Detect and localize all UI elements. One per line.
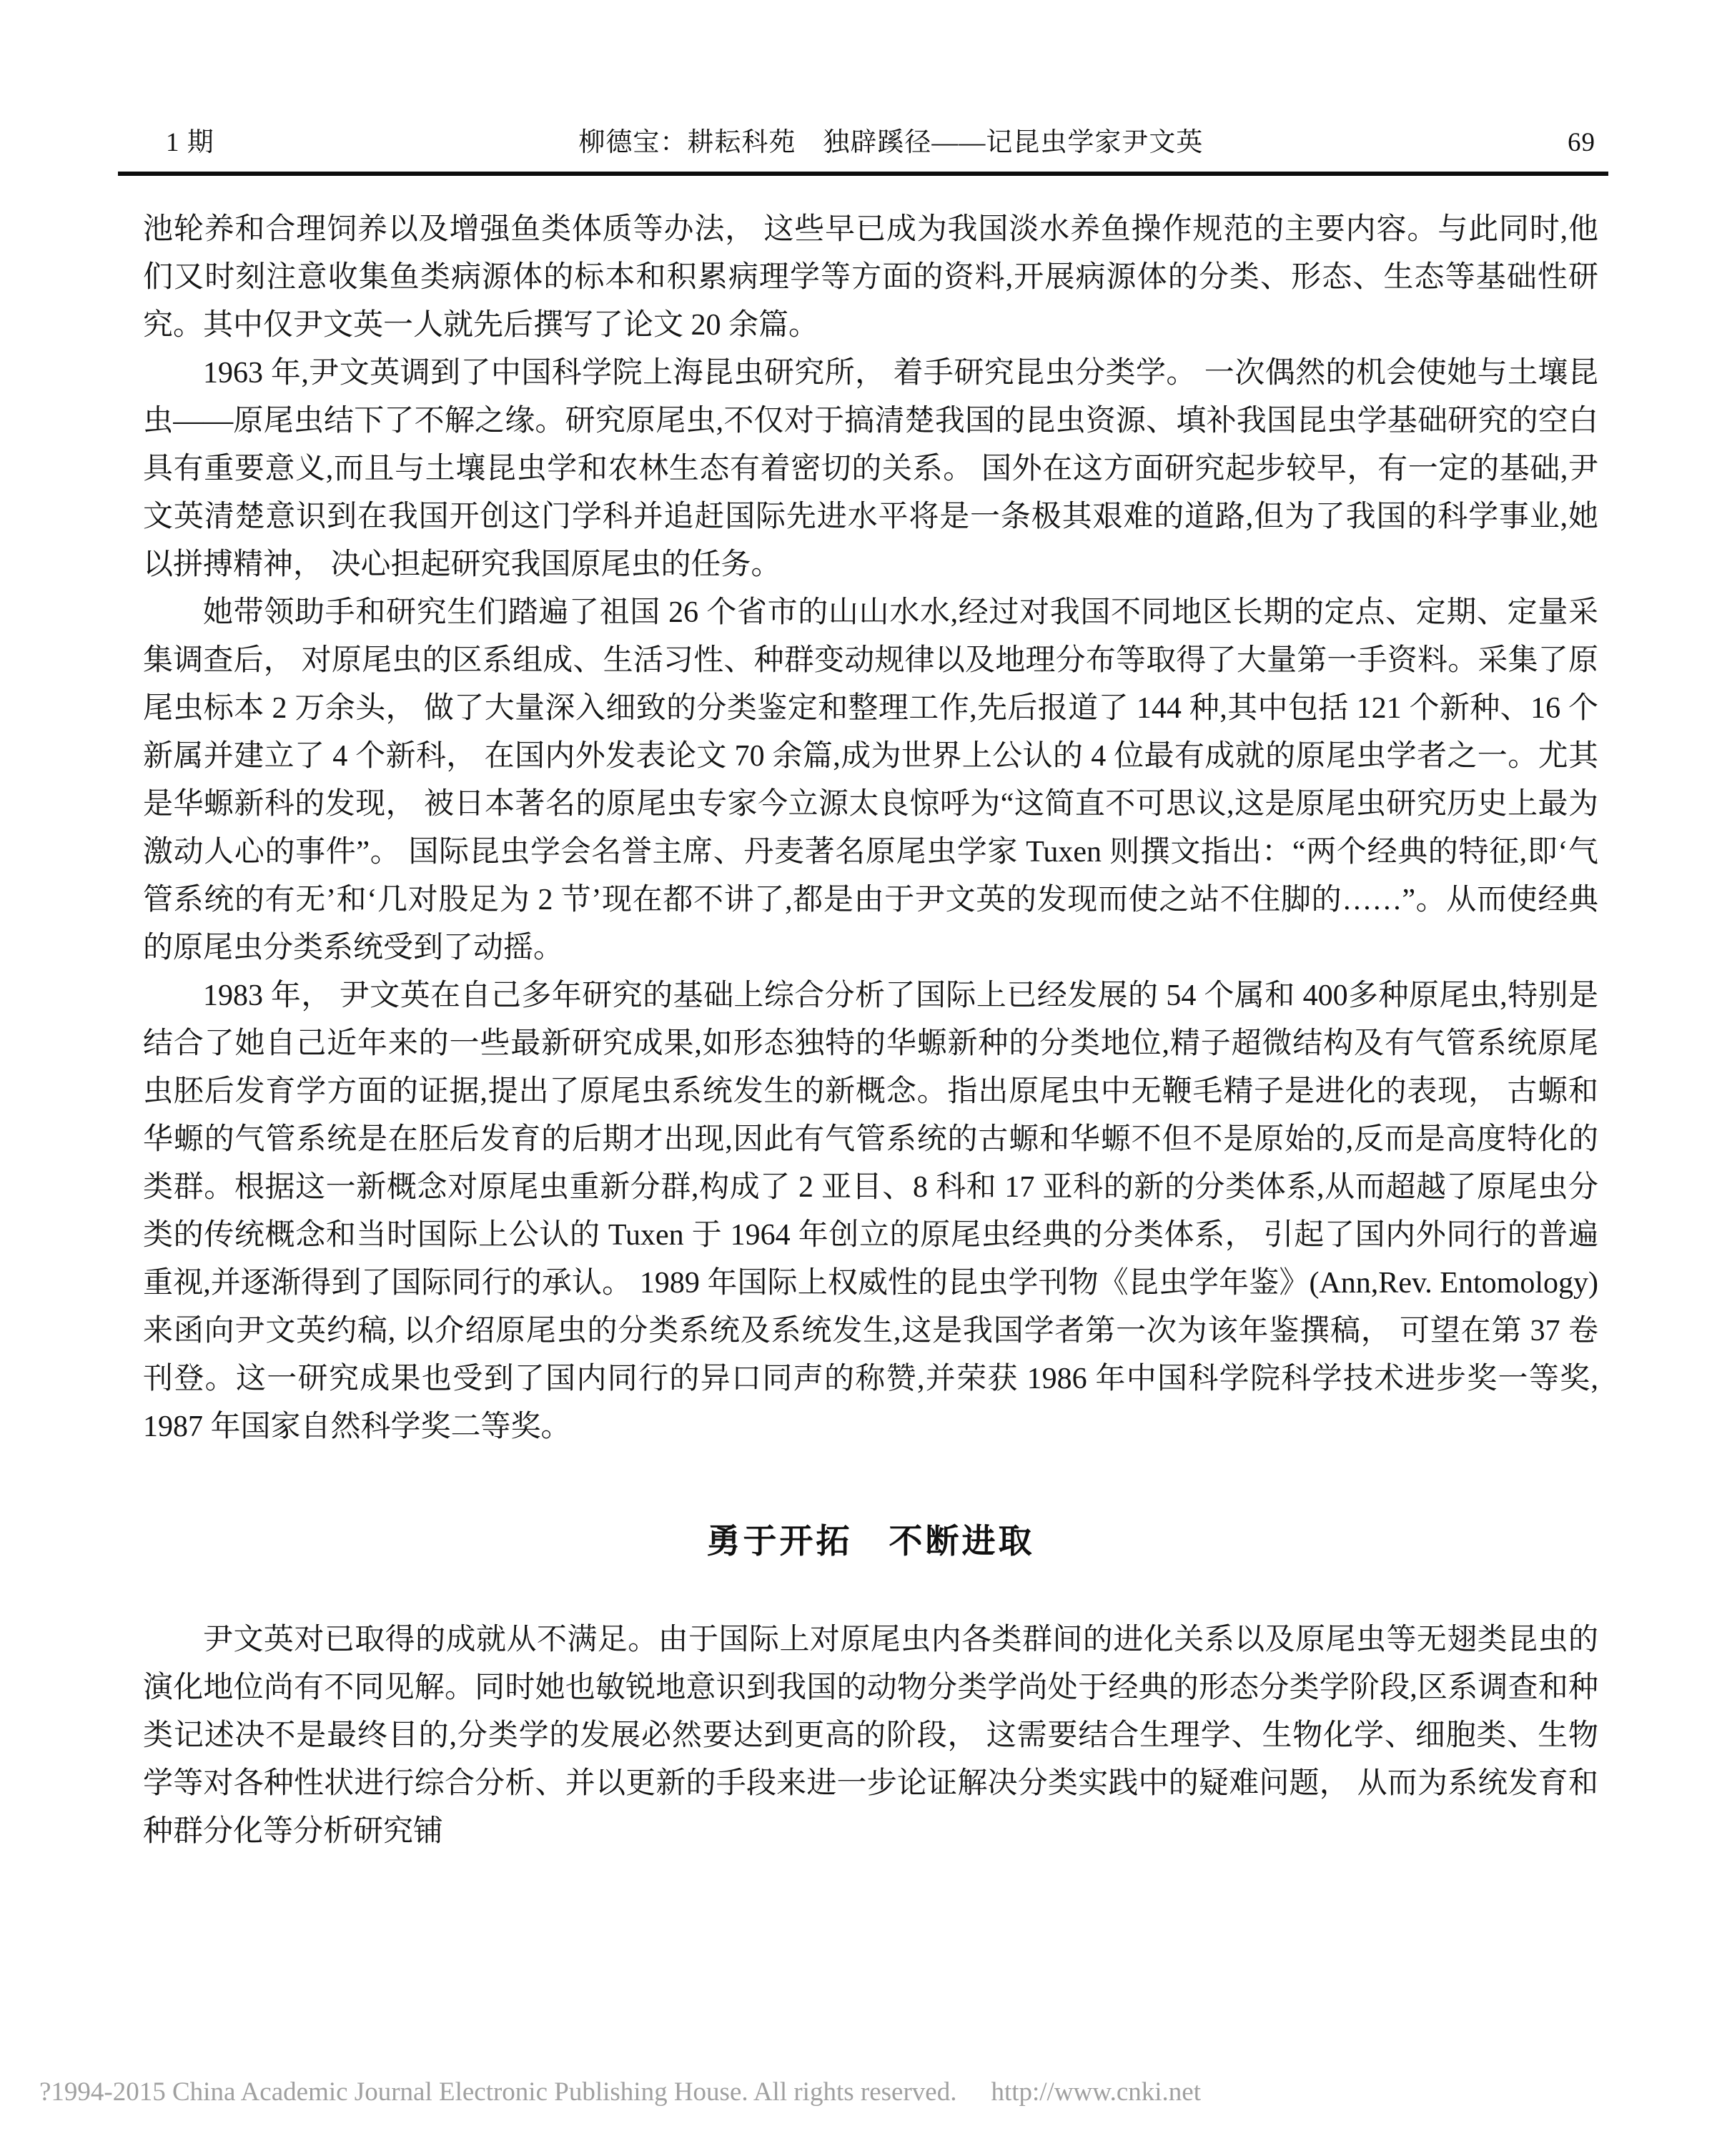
body-paragraph: 池轮养和合理饲养以及增强鱼类体质等办法， 这些早已成为我国淡水养鱼操作规范的主要内容。与此同时,他们又时刻注意收集鱼类病源体的标本和积累病理学等方面的资料,开展病源体的分类、形态、生态等基础性研究。其中仅尹文英一人就先后撰写了论文 20 余篇。 (143, 213, 1598, 342)
issue-label: 1 期 (166, 128, 214, 157)
article-body (143, 206, 1598, 1856)
body-paragraph: 她带领助手和研究生们踏遍了祖国 26 个省市的山山水水,经过对我国不同地区长期的定点、定期、定量采集调查后， 对原尾虫的区系组成、生活习性、种群变动规律以及地理分布等取得了大量第一手资料。采集了原尾虫标本 2 万余头， 做了大量深入细致的分类鉴定和整理工作,先后报道了 144 种,其中包括 121 个新种、16 个新属并建立了 4 个新科， 在国内外发表论文 70 余篇,成为世界上公认的 4 位最有成就的原尾虫学者之一。尤其是华螈新科的发现， 被日本著名的原尾虫专家今立源太良惊呼为“这简直不可思议,这是原尾虫研究历史上最为激动人心的事件”。 国际昆虫学会名誉主席、丹麦著名原尾虫学家 Tuxen 则撰文指出：“两个经典的特征,即‘气管系统的有无’和‘几对股足为 2 节’现在都不讲了,都是由于尹文英的发现而使之站不住脚的……”。从而使经典的原尾虫分类系统受到了动摇。 (143, 596, 1598, 964)
section-heading: 勇于开拓 不断进取 (706, 1522, 1035, 1560)
cnki-url: http://www.cnki.net (991, 2077, 1201, 2107)
copyright-notice: ?1994-2015 China Academic Journal Electronic Publishing House. All rights reserved. (39, 2077, 957, 2107)
page-number: 69 (1568, 128, 1595, 157)
page-header (166, 120, 1595, 159)
body-paragraph: 1963 年,尹文英调到了中国科学院上海昆虫研究所， 着手研究昆虫分类学。 一次偶然的机会使她与土壤昆虫——原尾虫结下了不解之缘。研究原尾虫,不仅对于搞清楚我国的昆虫资源、填补我国昆虫学基础研究的空白具有重要意义,而且与土壤昆虫学和农林生态有着密切的关系。 国外在这方面研究起步较早，有一定的基础,尹文英清楚意识到在我国开创这门学科并追赶国际先进水平将是一条极其艰难的道路,但为了我国的科学事业,她以拼搏精神， 决心担起研究我国原尾虫的任务。 (143, 357, 1598, 581)
running-title: 柳德宝：耕耘科苑 独辟蹊径——记昆虫学家尹文英 (578, 128, 1204, 157)
page-footer (39, 2077, 1698, 2107)
body-paragraph: 1983 年， 尹文英在自己多年研究的基础上综合分析了国际上已经发展的 54 个属和 400多种原尾虫,特别是结合了她自己近年来的一些最新研究成果,如形态独特的华螈新种的分类地位,精子超微结构及有气管系统原尾虫胚后发育学方面的证据,提出了原尾虫系统发生的新概念。指出原尾虫中无鞭毛精子是进化的表现， 古螈和华螈的气管系统是在胚后发育的后期才出现,因此有气管系统的古螈和华螈不但不是原始的,反而是高度特化的类群。根据这一新概念对原尾虫重新分群,构成了 2 亚目、8 科和 17 亚科的新的分类体系,从而超越了原尾虫分类的传统概念和当时国际上公认的 Tuxen 于 1964 年创立的原尾虫经典的分类体系， 引起了国内外同行的普遍重视,并逐渐得到了国际同行的承认。 1989 年国际上权威性的昆虫学刊物《昆虫学年鉴》(Ann,Rev. Entomology) 来函向尹文英约稿, 以介绍原尾虫的分类系统及系统发生,这是我国学者第一次为该年鉴撰稿， 可望在第 37 卷刊登。这一研究成果也受到了国内同行的异口同声的称赞,并荣获 1986 年中国科学院科学技术进步奖一等奖, 1987 年国家自然科学奖二等奖。 (143, 979, 1598, 1443)
body-paragraph: 尹文英对已取得的成就从不满足。由于国际上对原尾虫内各类群间的进化关系以及原尾虫等无翅类昆虫的演化地位尚有不同见解。同时她也敏锐地意识到我国的动物分类学尚处于经典的形态分类学阶段,区系调查和种类记述决不是最终目的,分类学的发展必然要达到更高的阶段， 这需要结合生理学、生物化学、细胞类、生物学等对各种性状进行综合分析、并以更新的手段来进一步论证解决分类实践中的疑难问题， 从而为系统发育和种群分化等分析研究铺 (143, 1623, 1598, 1848)
header-rule (118, 172, 1608, 176)
